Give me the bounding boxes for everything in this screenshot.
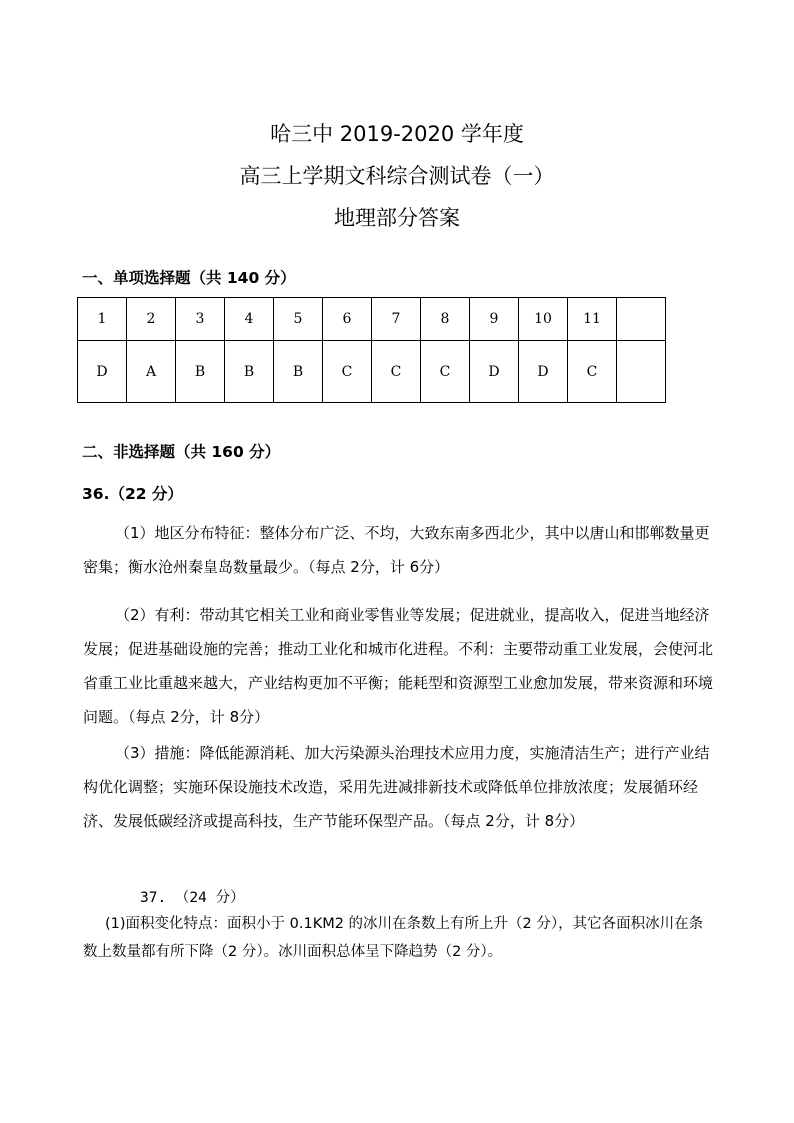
question-number-cell: 8 bbox=[421, 298, 470, 341]
question-number-cell: 3 bbox=[176, 298, 225, 341]
answer-cell: B bbox=[225, 341, 274, 403]
answer-cell: A bbox=[127, 341, 176, 403]
question-number-cell: 11 bbox=[568, 298, 617, 341]
answer-cell bbox=[617, 341, 666, 403]
question-number-cell: 10 bbox=[519, 298, 568, 341]
q36-heading: 36.（22 分） bbox=[82, 485, 183, 503]
answer-cell: B bbox=[176, 341, 225, 403]
q37-part1-text: (1)面积变化特点：面积小于 0.1KM2 的冰川在条数上有所上升（2 分），其它各面积冰川在条数上数量都有所下降（2 分）。冰川面积总体呈下降趋势（2 分）。 bbox=[83, 916, 704, 960]
question-number-cell: 4 bbox=[225, 298, 274, 341]
question-number-cell: 1 bbox=[78, 298, 127, 341]
q36-part2-text: （2）有利：带动其它相关工业和商业零售业等发展；促进就业，提高收入，促进当地经济发展；促进基础设施的完善；推动工业化和城市化进程。不利：主要带动重工业发展，会使河北省重工业比重越来越大，产业结构更加不平衡；能耗型和资源型工业愈加发展，带来资源和环境问题。（每点 2分，计 8分） bbox=[83, 606, 714, 726]
header-exam-title: 高三上学期文科综合测试卷（一） bbox=[239, 164, 555, 188]
question-number-cell: 2 bbox=[127, 298, 176, 341]
question-number-cell: 5 bbox=[274, 298, 323, 341]
answer-table-answer-row bbox=[78, 341, 666, 403]
answer-cell: D bbox=[78, 341, 127, 403]
section1-title: 一、单项选择题（共 140 分） bbox=[82, 269, 296, 287]
answer-cell: C bbox=[568, 341, 617, 403]
header-answer-title: 地理部分答案 bbox=[334, 206, 460, 230]
question-number-cell: 9 bbox=[470, 298, 519, 341]
answer-cell: D bbox=[519, 341, 568, 403]
answer-table-number-row bbox=[78, 298, 666, 341]
answer-cell: D bbox=[470, 341, 519, 403]
q37-part1 bbox=[83, 910, 713, 966]
q36-part2 bbox=[83, 598, 713, 734]
header-school-year: 哈三中 2019-2020 学年度 bbox=[270, 122, 524, 146]
answer-cell: C bbox=[421, 341, 470, 403]
q36-part3 bbox=[83, 736, 713, 838]
answer-cell: C bbox=[323, 341, 372, 403]
q36-part1 bbox=[83, 516, 713, 584]
section2-title: 二、非选择题（共 160 分） bbox=[82, 443, 281, 461]
answer-cell: C bbox=[372, 341, 421, 403]
question-number-cell bbox=[617, 298, 666, 341]
q37-heading: 37. （24 分） bbox=[140, 890, 245, 906]
answer-cell: B bbox=[274, 341, 323, 403]
answer-table bbox=[77, 297, 666, 403]
question-number-cell: 7 bbox=[372, 298, 421, 341]
question-number-cell: 6 bbox=[323, 298, 372, 341]
q36-part1-text: （1）地区分布特征：整体分布广泛、不均，大致东南多西北少，其中以唐山和邯郸数量更密集；衡水沧州秦皇岛数量最少。（每点 2分，计 6分） bbox=[83, 524, 710, 576]
q36-part3-text: （3）措施：降低能源消耗、加大污染源头治理技术应用力度，实施清洁生产；进行产业结构优化调整；实施环保设施技术改造，采用先进减排新技术或降低单位排放浓度；发展循环经济、发展低碳经济或提高科技，生产节能环保型产品。（每点 2分，计 8分） bbox=[83, 744, 710, 830]
